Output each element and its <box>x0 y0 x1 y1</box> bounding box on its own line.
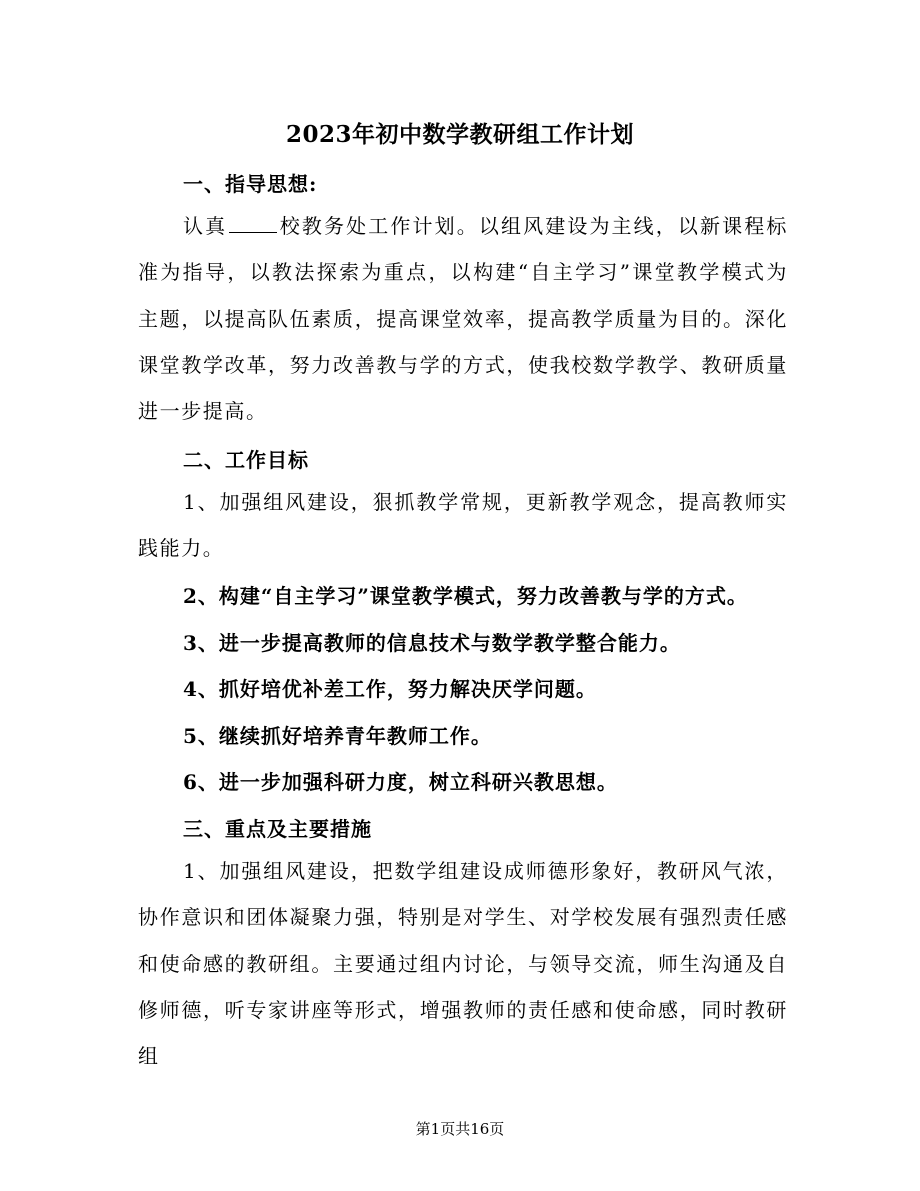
section2-item-4: 4、抓好培优补差工作，努力解决厌学问题。 <box>183 677 597 701</box>
fill-in-blank <box>229 214 277 233</box>
section2-item-2: 2、构建“自主学习”课堂教学模式，努力改善教与学的方式。 <box>183 584 748 608</box>
section1-para-rest: 校教务处工作计划。以组风建设为主线，以新课程标准为指导，以教法探索为重点，以构建“自主学习”课堂教学模式为主题，以提高队伍素质，提高课堂效率，提高教学质量为目的。深化课堂教学改革，努力改善教与学的方式，使我校数学教学、教研质量进一步提高。 <box>138 214 788 424</box>
page-footer: 第1页共16页 <box>415 1120 505 1138</box>
section2-item-1: 1、加强组风建设，狠抓教学常规，更新教学观念，提高教师实践能力。 <box>138 490 788 561</box>
section1-para-prefix: 认真 <box>183 214 228 238</box>
section1-heading: 一、指导思想: <box>183 172 318 196</box>
section1-paragraph <box>138 203 788 434</box>
section2-item-6: 6、进一步加强科研力度，树立科研兴教思想。 <box>183 770 618 794</box>
section3-heading: 三、重点及主要措施 <box>183 817 372 841</box>
section2-item-3: 3、进一步提高教师的信息技术与数学教学整合能力。 <box>183 631 681 655</box>
section2-item-5: 5、继续抓好培养青年教师工作。 <box>183 724 492 748</box>
section2-heading: 二、工作目标 <box>183 448 309 472</box>
section3-item-1: 1、加强组风建设，把数学组建设成师德形象好，教研风气浓，协作意识和团体凝聚力强，特别是对学生、对学校发展有强烈责任感和使命感的教研组。主要通过组内讨论，与领导交流，师生沟通及自修师德，听专家讲座等形式，增强教师的责任感和使命感，同时教研组 <box>138 859 788 1069</box>
document-title: 2023年初中数学教研组工作计划 <box>285 121 634 148</box>
